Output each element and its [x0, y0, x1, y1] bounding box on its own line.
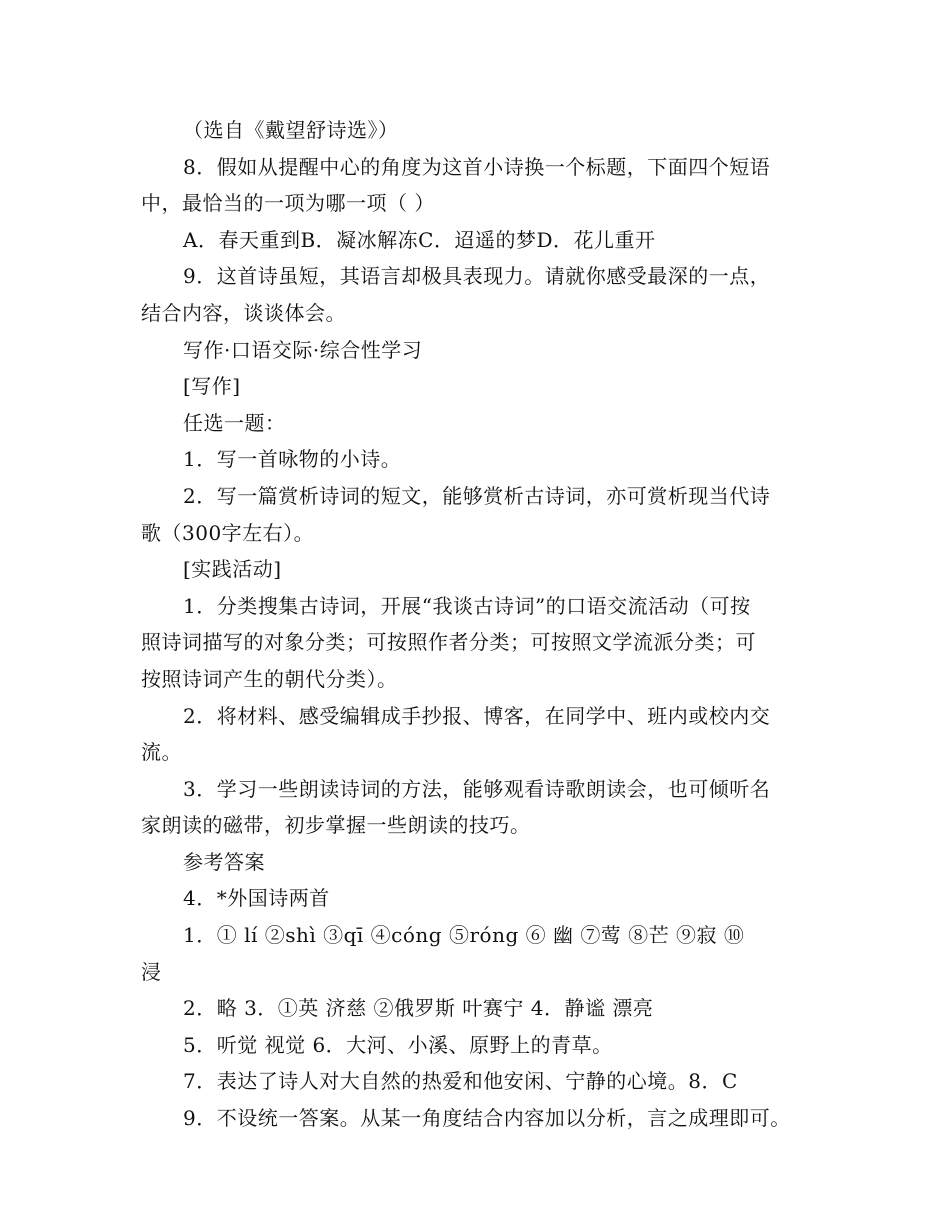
question-8-line-2: 中，最恰当的一项为哪一项（ ）: [141, 191, 435, 216]
document-body: [141, 112, 831, 1137]
practice-task-1-line-3: 按照诗词产生的朝代分类）。: [141, 666, 398, 691]
section-heading: 写作·口语交际·综合性学习: [183, 337, 423, 362]
question-8-line-1: 8．假如从提醒中心的角度为这首小诗换一个标题，下面四个短语: [183, 154, 771, 179]
source-note: （选自《戴望舒诗选》）: [183, 118, 399, 142]
writing-instruction: 任选一题：: [183, 410, 286, 435]
question-9-line-2: 结合内容，谈谈体会。: [141, 300, 346, 325]
practice-task-2-line-1: 2．将材料、感受编辑成手抄报、博客，在同学中、班内或校内交: [183, 703, 771, 728]
answer-1-line-1: 1．① lí ②shì ③qī ④cóng ⑤róng ⑥ 幽 ⑦莺 ⑧芒 ⑨寂 ⑩: [183, 923, 745, 948]
writing-task-2-line-2: 歌（300字左右）。: [141, 520, 315, 545]
practice-task-3-line-1: 3．学习一些朗读诗词的方法，能够观看诗歌朗读会，也可倾听名: [183, 776, 771, 801]
answer-5-6: 5．听觉 视觉 6．大河、小溪、原野上的青草。: [183, 1032, 613, 1057]
answer-2-4: 2．略 3．①英 济慈 ②俄罗斯 叶赛宁 4．静谧 漂亮: [183, 996, 654, 1021]
practice-heading: [实践活动]: [183, 557, 282, 582]
answers-lesson-title: 4．*外国诗两首: [183, 886, 330, 911]
writing-task-2-line-1: 2．写一篇赏析诗词的短文，能够赏析古诗词，亦可赏析现当代诗: [183, 483, 771, 508]
question-9-line-1: 9．这首诗虽短，其语言却极具表现力。请就你感受最深的一点，: [183, 264, 771, 289]
practice-task-1-line-1: 1．分类搜集古诗词，开展“我谈古诗词”的口语交流活动（可按: [183, 593, 751, 618]
answer-7-8: 7．表达了诗人对大自然的热爱和他安闲、宁静的心境。8．C: [183, 1069, 738, 1094]
practice-task-3-line-2: 家朗读的磁带，初步掌握一些朗读的技巧。: [141, 813, 531, 838]
answer-9: 9．不设统一答案。从某一角度结合内容加以分析，言之成理即可。: [183, 1106, 791, 1131]
writing-heading: [写作]: [183, 374, 241, 399]
practice-task-2-line-2: 流。: [141, 740, 182, 765]
answer-1-line-2: 浸: [141, 959, 162, 984]
question-8-options: A．春天重到B．凝冰解冻C．迢遥的梦D．花儿重开: [183, 227, 656, 252]
writing-task-1: 1．写一首咏物的小诗。: [183, 447, 402, 472]
answers-heading: 参考答案: [183, 849, 265, 874]
practice-task-1-line-2: 照诗词描写的对象分类；可按照作者分类；可按照文学流派分类；可: [141, 630, 756, 655]
